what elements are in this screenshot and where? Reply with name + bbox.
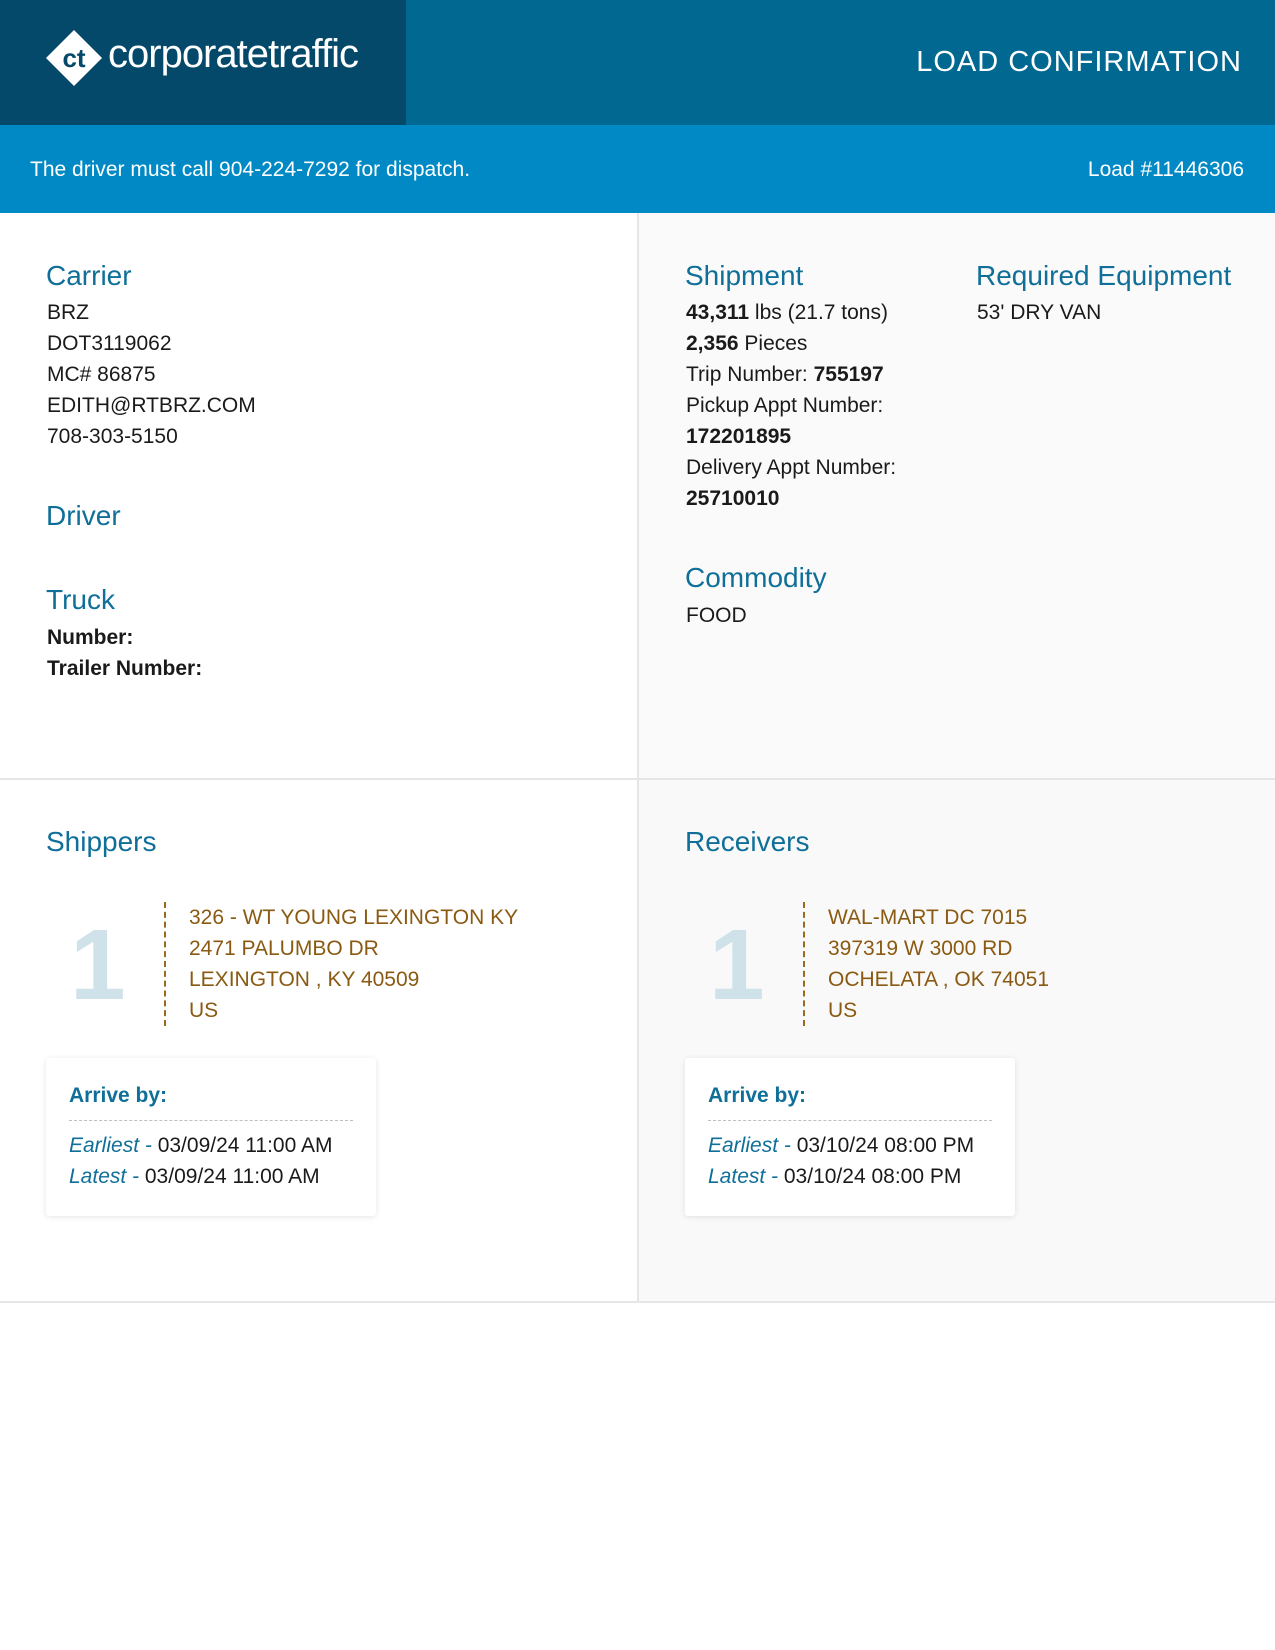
receiver-address [828,902,1049,1026]
shipper-country: US [189,999,219,1022]
section-divider [0,778,1275,780]
receiver-earliest: Earliest - 03/10/24 08:00 PM [708,1134,975,1157]
receiver-latest: Latest - 03/10/24 08:00 PM [708,1165,962,1188]
equipment-value: 53' DRY VAN [977,301,1102,324]
trip-number: Trip Number: 755197 [686,363,884,386]
card-divider [69,1120,353,1121]
equipment-heading: Required Equipment [976,260,1232,291]
truck-number-label: Number: [47,626,134,649]
shipper-address [189,902,518,1026]
pickup-appt-number: 172201895 [686,425,792,448]
shippers-heading: Shippers [46,826,157,857]
shipment-weight: 43,311 lbs (21.7 tons) [686,301,888,324]
commodity-heading: Commodity [685,562,827,593]
load-number: Load #11446306 [1087,158,1244,181]
dispatch-note: The driver must call 904-224-7292 for dispatch. [30,158,471,181]
shipper-index: 1 [70,909,126,1021]
shipper-arrive-label: Arrive by: [69,1084,168,1107]
logo-area [0,0,406,125]
receiver-street: 397319 W 3000 RD [828,937,1013,960]
receiver-country: US [828,999,858,1022]
trailer-number-label: Trailer Number: [47,657,203,680]
truck-details [47,622,202,684]
shipment-pieces: 2,356 Pieces [686,332,808,355]
carrier-heading: Carrier [46,260,132,291]
driver-heading: Driver [46,500,121,531]
receiver-name: WAL-MART DC 7015 [828,906,1028,929]
carrier-details [47,297,256,452]
shipper-street: 2471 PALUMBO DR [189,937,379,960]
svg-text:ct: ct [62,43,86,73]
receiver-arrive-label: Arrive by: [708,1084,807,1107]
carrier-mc: MC# 86875 [47,363,156,386]
carrier-phone: 708-303-5150 [47,425,178,448]
truck-heading: Truck [46,584,115,615]
shipment-heading: Shipment [685,260,804,291]
company-logo-text: corporatetraffic [108,32,359,76]
column-divider [637,213,639,1302]
card-divider [708,1120,992,1121]
carrier-name: BRZ [47,301,89,324]
shipment-details [686,297,896,514]
company-logo-icon [44,28,104,88]
shipper-divider [164,902,166,1026]
pickup-appt-label: Pickup Appt Number: [686,394,884,417]
shipper-name: 326 - WT YOUNG LEXINGTON KY [189,906,519,929]
receivers-heading: Receivers [685,826,810,857]
document-title: LOAD CONFIRMATION [916,46,1242,78]
page-header [0,0,1275,125]
carrier-email: EDITH@RTBRZ.COM [47,394,256,417]
shipper-arrival-card [46,1058,376,1216]
delivery-appt-label: Delivery Appt Number: [686,456,897,479]
shipper-earliest: Earliest - 03/09/24 11:00 AM [69,1134,333,1157]
receiver-divider [803,902,805,1026]
receiver-city: OCHELATA , OK 74051 [828,968,1049,991]
commodity-value: FOOD [686,604,747,627]
delivery-appt-number: 25710010 [686,487,780,510]
shipper-city: LEXINGTON , KY 40509 [189,968,420,991]
receiver-index: 1 [709,909,765,1021]
dispatch-banner [0,125,1275,213]
carrier-dot: DOT3119062 [47,332,172,355]
shipper-latest: Latest - 03/09/24 11:00 AM [69,1165,320,1188]
section-divider-bottom [0,1301,1275,1303]
receiver-arrival-card [685,1058,1015,1216]
